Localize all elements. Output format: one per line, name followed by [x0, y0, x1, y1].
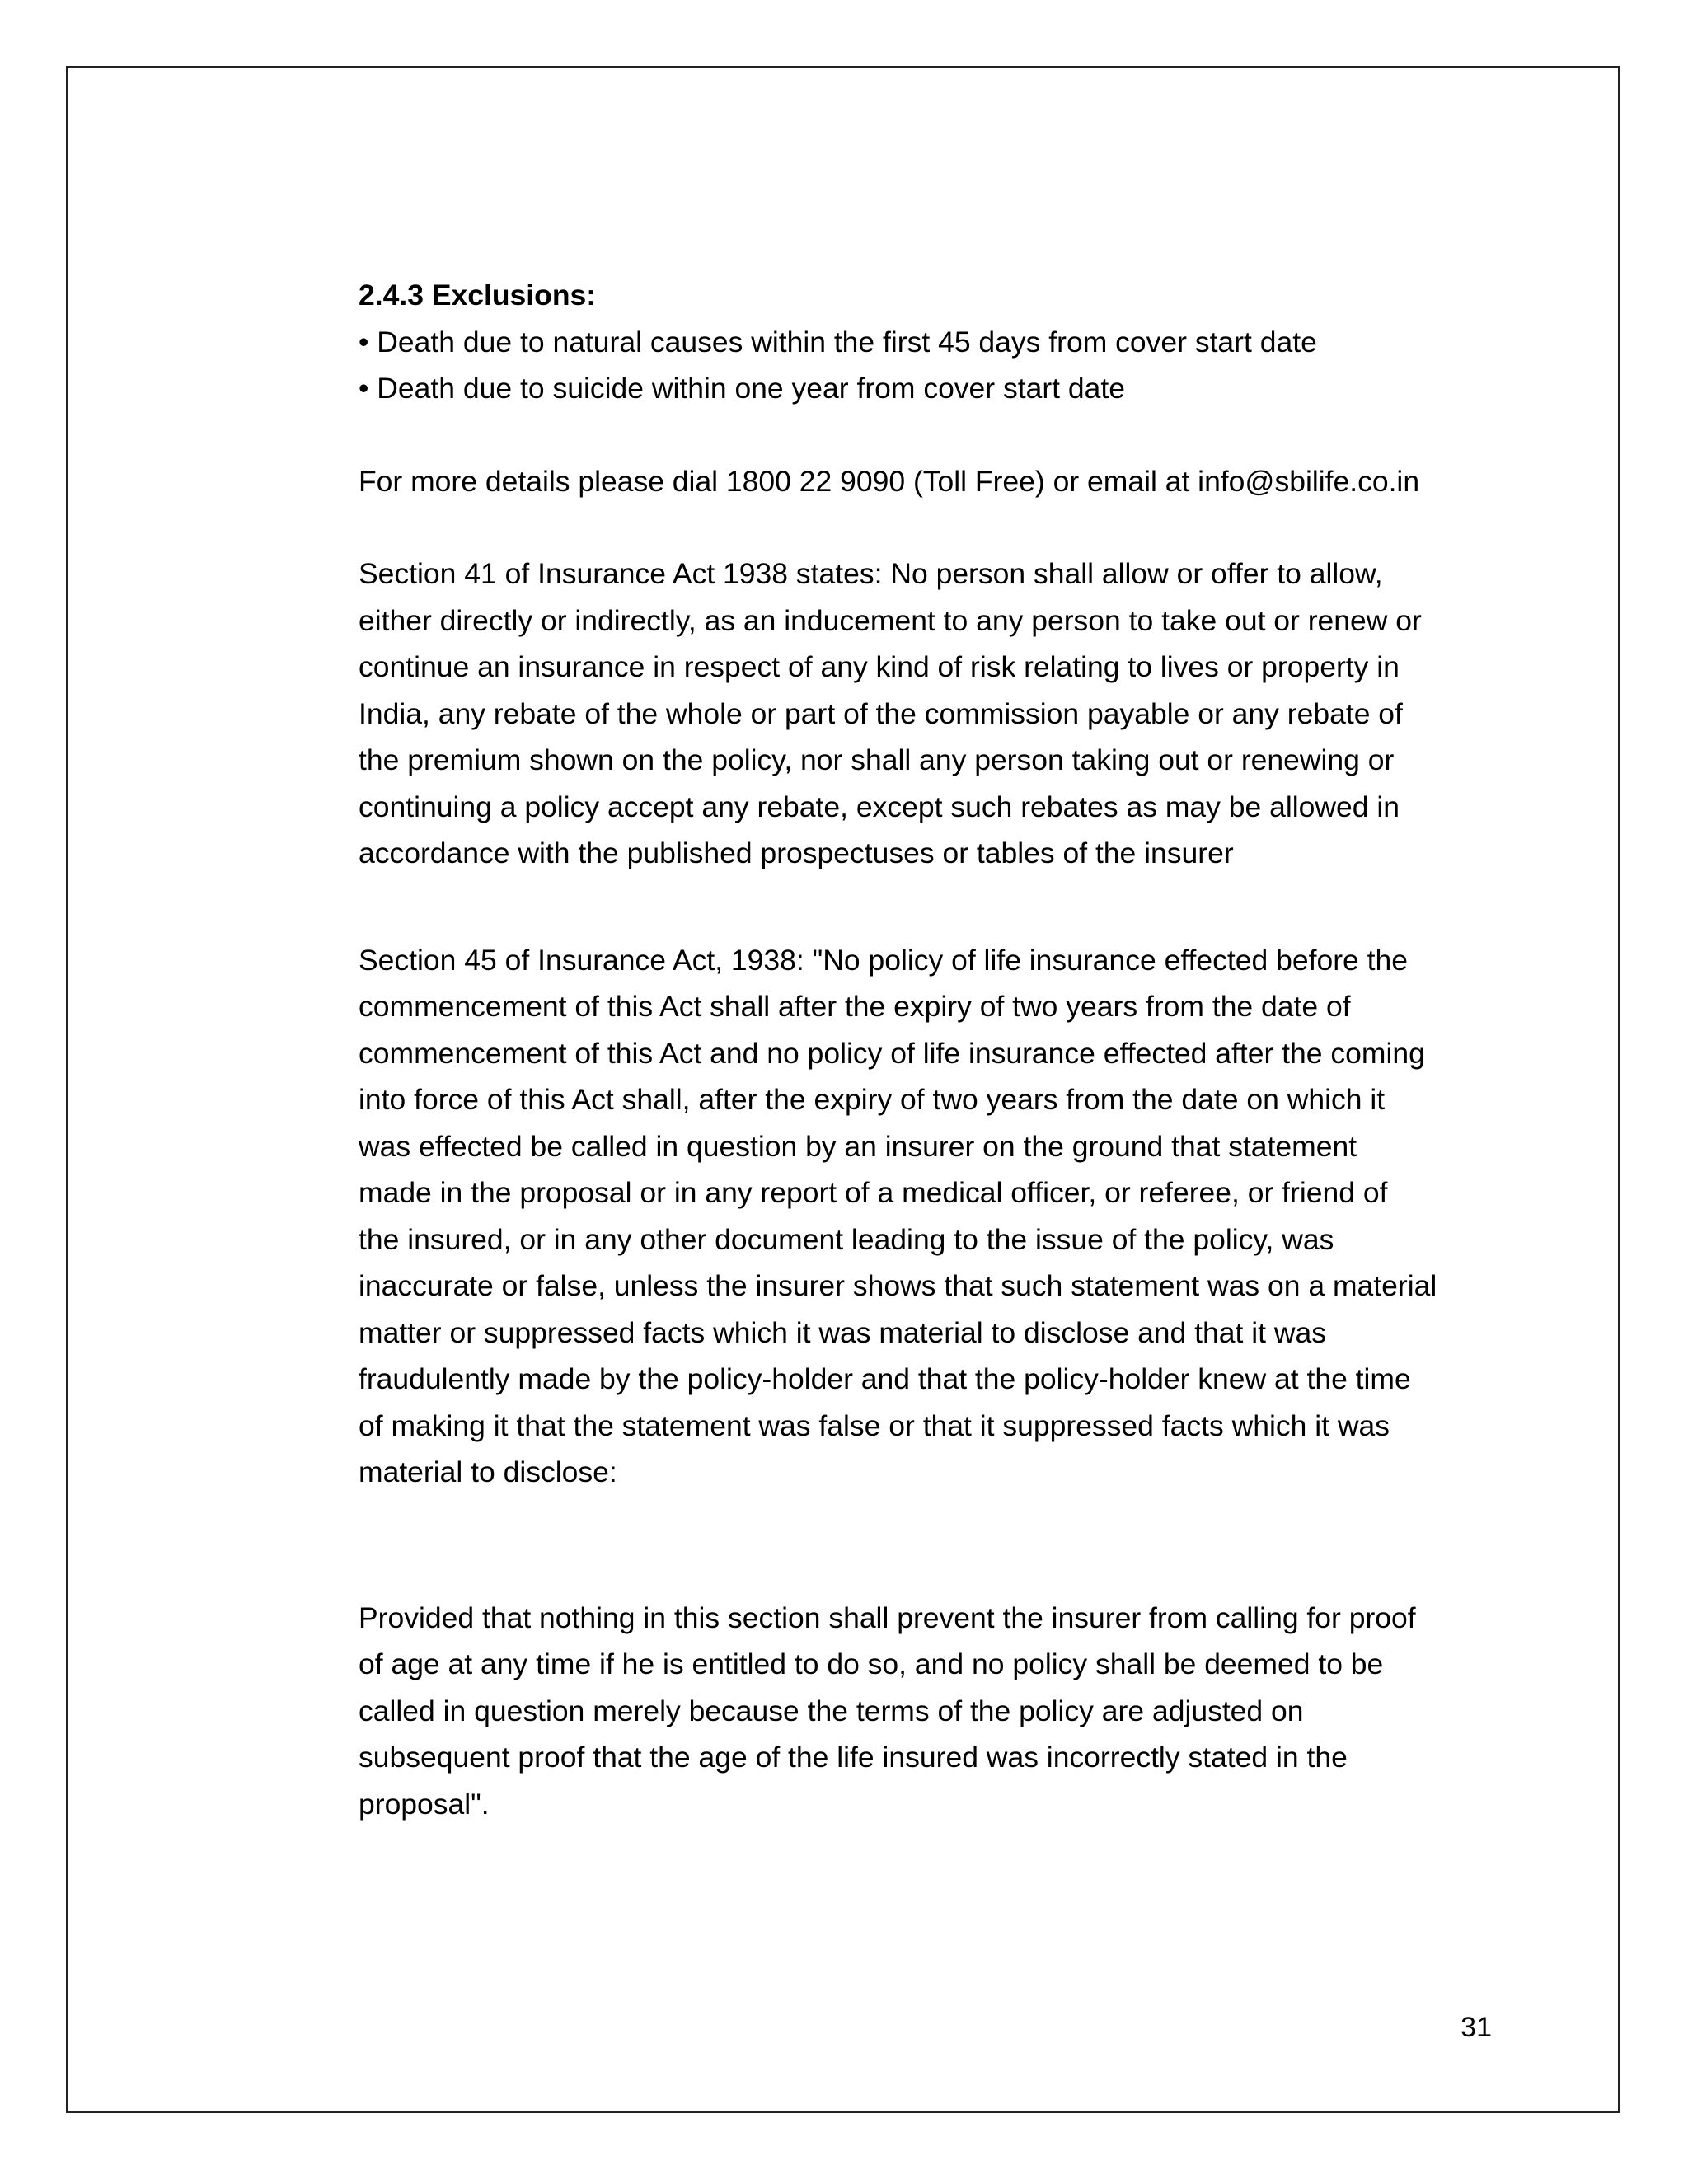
text-line: inaccurate or false, unless the insurer shows that such statement was on a material — [359, 1269, 1437, 1302]
text-line: made in the proposal or in any report of a medical officer, or referee, or friend of — [359, 1176, 1388, 1209]
text-line: the insured, or in any other document leading to the issue of the policy, was — [359, 1222, 1334, 1256]
text-line: subsequent proof that the age of the life insured was incorrectly stated in the — [359, 1741, 1348, 1774]
text-line: into force of this Act shall, after the expiry of two years from the date on which it — [359, 1083, 1386, 1116]
exclusion-bullet: • Death due to natural causes within the first 45 days from cover start date — [359, 325, 1317, 359]
text-line: India, any rebate of the whole or part of the commission payable or any rebate of — [359, 696, 1403, 730]
text-line: the premium shown on the policy, nor shall any person taking out or renewing or — [359, 743, 1395, 776]
text-line: Section 41 of Insurance Act 1938 states: No person shall allow or offer to allow, — [359, 557, 1383, 590]
text-line: matter or suppressed facts which it was material to disclose and that it was — [359, 1315, 1326, 1349]
text-line: continue an insurance in respect of any kind of risk relating to lives or property in — [359, 650, 1400, 683]
document-body — [359, 272, 1504, 1827]
contact-line: For more details please dial 1800 22 9090 (Toll Free) or email at info@sbilife.co.in — [359, 464, 1420, 498]
text-line: Section 45 of Insurance Act, 1938: "No policy of life insurance effected before the — [359, 943, 1408, 977]
text-line: commencement of this Act and no policy of life insurance effected after the coming — [359, 1036, 1425, 1070]
text-line: accordance with the published prospectuses or tables of the insurer — [359, 837, 1234, 869]
text-line: of age at any time if he is entitled to do so, and no policy shall be deemed to be — [359, 1647, 1384, 1680]
text-line: proposal". — [359, 1787, 490, 1821]
section-41-paragraph — [359, 551, 1504, 877]
text-line: material to disclose: — [359, 1455, 617, 1488]
text-line: either directly or indirectly, as an inducement to any person to take out or renew or — [359, 603, 1422, 637]
text-line: Provided that nothing in this section shall prevent the insurer from calling for proof — [359, 1601, 1416, 1634]
text-line: commencement of this Act shall after the expiry of two years from the date of — [359, 990, 1351, 1023]
text-line: of making it that the statement was false or that it suppressed facts which it was — [359, 1408, 1390, 1442]
section-heading: 2.4.3 Exclusions: — [359, 279, 597, 312]
text-line: fraudulently made by the policy-holder and that the policy-holder knew at the time — [359, 1362, 1411, 1395]
text-line: continuing a policy accept any rebate, except such rebates as may be allowed in — [359, 790, 1400, 823]
exclusion-bullet: • Death due to suicide within one year from cover start date — [359, 372, 1125, 405]
section-45-paragraph — [359, 937, 1504, 1496]
page-number: 31 — [1461, 2012, 1492, 2043]
text-line: called in question merely because the terms of the policy are adjusted on — [359, 1694, 1304, 1727]
text-line: was effected be called in question by an insurer on the ground that statement — [359, 1129, 1357, 1163]
proviso-paragraph — [359, 1595, 1504, 1828]
